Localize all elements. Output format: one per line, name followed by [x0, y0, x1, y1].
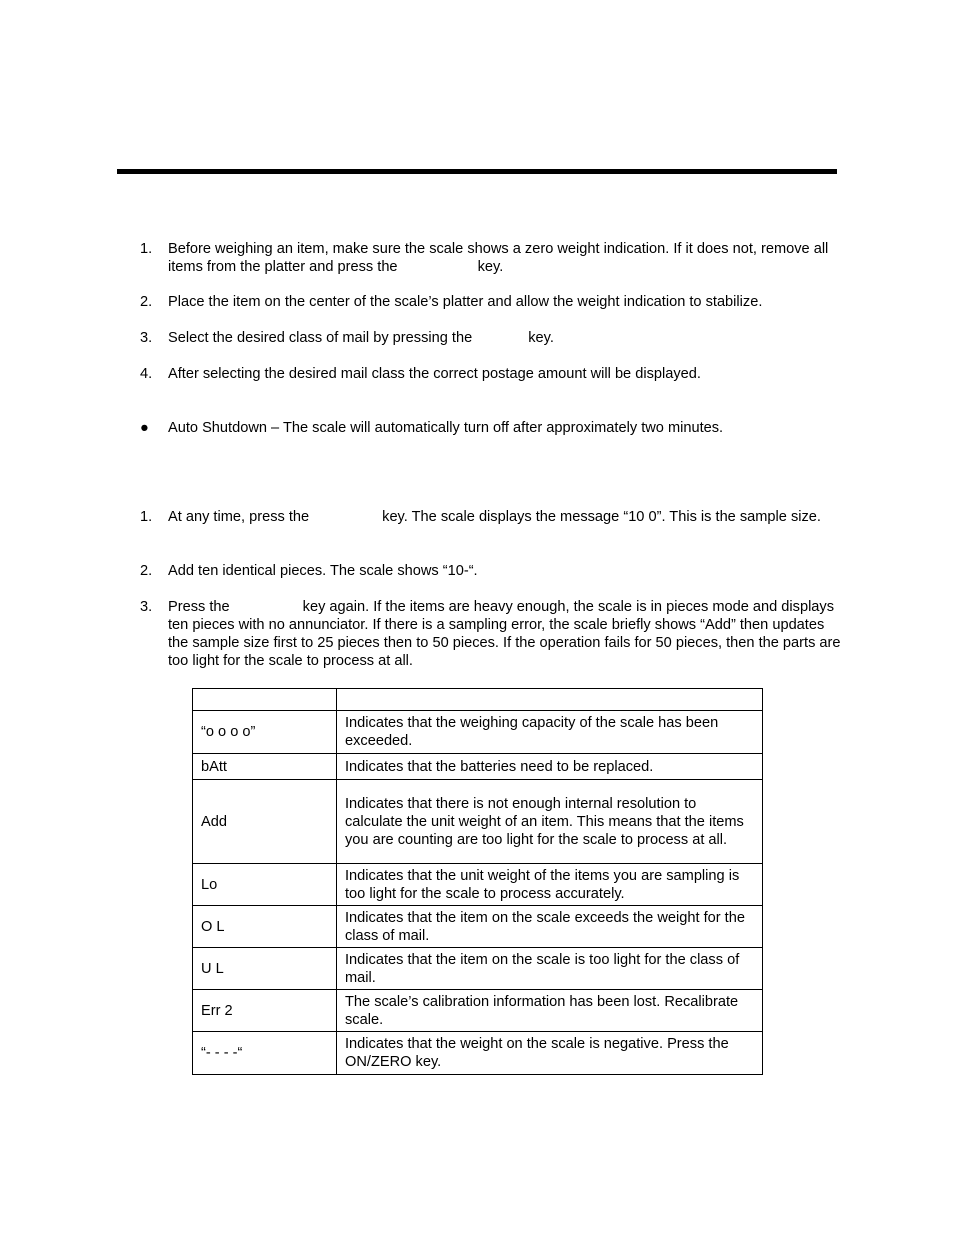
step-number: 3.: [140, 599, 153, 615]
error-meaning: Indicates that the item on the scale exceeds the weight for the class of mail.: [337, 906, 763, 948]
step-text-part: At any time, press the: [168, 509, 310, 525]
step-text-part: Before weighing an item, make sure the scale shows a zero weight indication. If it does not, remove all items from the platter and press the: [168, 241, 829, 275]
error-code-table: [192, 688, 763, 1075]
table-header-cell: [193, 689, 337, 711]
step-text-part: Select the desired class of mail by pressing the: [168, 330, 473, 346]
step-text: [168, 329, 848, 347]
error-code: Lo: [193, 864, 337, 906]
table-header-cell: [337, 689, 763, 711]
step-text-part: key.: [528, 330, 554, 346]
error-code: bAtt: [193, 754, 337, 780]
step-number: 2.: [140, 563, 153, 579]
step-text: [168, 508, 848, 526]
step-text-part: key.: [477, 259, 504, 275]
error-code: Add: [193, 780, 337, 864]
step-number: 2.: [140, 294, 153, 310]
table-row: [193, 711, 763, 754]
error-code: O L: [193, 906, 337, 948]
error-code: “- - - -“: [193, 1032, 337, 1075]
step-text: [168, 240, 848, 276]
error-meaning: The scale’s calibration information has been lost. Recalibrate scale.: [337, 990, 763, 1032]
error-meaning: Indicates that there is not enough internal resolution to calculate the unit weight of an item. This means that the items you are counting are too light for the scale to process at all.: [337, 780, 763, 864]
table-row: [193, 990, 763, 1032]
step-text: Place the item on the center of the scale’s platter and allow the weight indication to stabilize.: [168, 294, 763, 310]
table-row: [193, 754, 763, 780]
step-text: After selecting the desired mail class the correct postage amount will be displayed.: [168, 366, 701, 382]
error-meaning: Indicates that the item on the scale is too light for the class of mail.: [337, 948, 763, 990]
step-text: Add ten identical pieces. The scale shows “10-“.: [168, 563, 478, 579]
table-row: [193, 864, 763, 906]
step-number: 4.: [140, 366, 153, 382]
step-number: 3.: [140, 330, 153, 346]
error-code: “o o o o”: [193, 711, 337, 754]
error-meaning: Indicates that the weighing capacity of the scale has been exceeded.: [337, 711, 763, 754]
step-text-part: key. The scale displays the message “10 0”. This is the sample size.: [382, 509, 821, 525]
table-header-row: [193, 689, 763, 711]
table-row: [193, 906, 763, 948]
step-text-part: key again. If the items are heavy enough, the scale is in pieces mode and displays ten pieces with no annunciator. If there is a sampling error, the scale briefly shows “Add” then updates the sample size first to 25 pieces then to 50 pieces. If the operation fails for 50 pieces, then the parts are too light for the scale to process at all.: [168, 599, 841, 669]
error-code: U L: [193, 948, 337, 990]
step-number: 1.: [140, 241, 153, 257]
step-number: 1.: [140, 509, 153, 525]
bullet-icon: ●: [140, 420, 149, 436]
error-meaning: Indicates that the unit weight of the items you are sampling is too light for the scale to process accurately.: [337, 864, 763, 906]
error-meaning: Indicates that the weight on the scale is negative. Press the ON/ZERO key.: [337, 1032, 763, 1075]
note-text: Auto Shutdown – The scale will automatically turn off after approximately two minutes.: [168, 420, 724, 436]
error-meaning: Indicates that the batteries need to be replaced.: [337, 754, 763, 780]
step-text-part: Press the: [168, 599, 230, 615]
table-row: [193, 948, 763, 990]
error-code: Err 2: [193, 990, 337, 1032]
header-rule: [117, 169, 837, 174]
step-text: [168, 598, 848, 670]
table-row: [193, 1032, 763, 1075]
table-row: [193, 780, 763, 864]
